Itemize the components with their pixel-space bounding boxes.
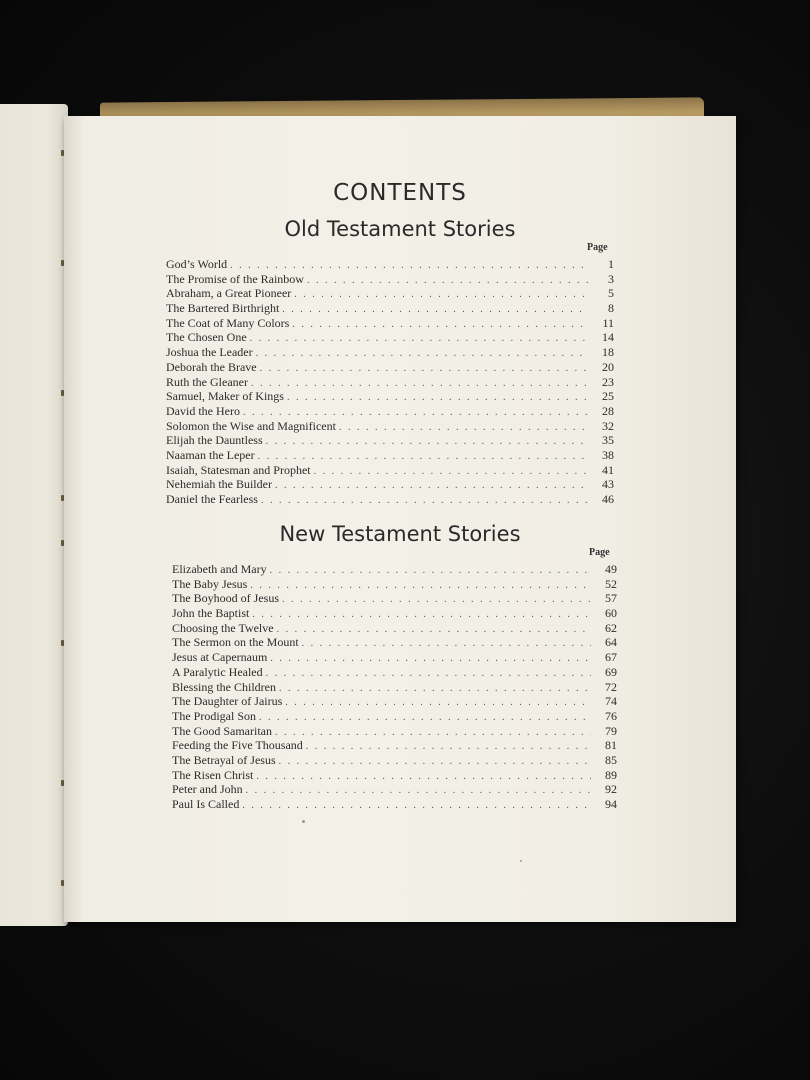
dot-leader xyxy=(261,495,588,506)
toc-entry-page: 25 xyxy=(602,389,614,404)
toc-entry xyxy=(166,404,614,419)
toc-entry-page: 8 xyxy=(608,301,614,316)
toc-entry-title: The Betrayal of Jesus xyxy=(172,752,276,767)
toc-entry xyxy=(166,375,614,390)
toc-entry xyxy=(166,330,614,345)
toc-entry xyxy=(172,635,617,650)
contents-title: CONTENTS xyxy=(333,180,467,206)
dot-leader xyxy=(260,363,588,374)
dot-leader xyxy=(282,304,588,315)
toc-entry xyxy=(172,650,617,665)
toc-entry-title: The Bartered Birthright xyxy=(166,301,280,316)
toc-entry xyxy=(172,694,617,709)
dot-leader xyxy=(243,407,588,418)
toc-entry-page: 49 xyxy=(605,562,617,576)
toc-entry-page: 62 xyxy=(605,620,617,635)
toc-entry-title: Joshua the Leader xyxy=(166,345,253,360)
paper-speck xyxy=(302,820,305,823)
new-testament-heading: New Testament Stories xyxy=(279,522,521,546)
toc-entry-page: 20 xyxy=(602,359,614,374)
old-testament-heading: Old Testament Stories xyxy=(284,217,516,241)
dot-leader xyxy=(275,727,591,738)
toc-entry-title: Isaiah, Statesman and Prophet xyxy=(166,462,311,477)
paper-speck xyxy=(520,860,522,862)
dot-leader xyxy=(259,712,591,723)
dot-leader xyxy=(277,624,591,635)
toc-entry xyxy=(172,665,617,680)
toc-entry-title: The Good Samaritan xyxy=(172,723,272,738)
toc-entry xyxy=(172,606,617,621)
toc-entry-page: 32 xyxy=(602,418,614,433)
left-page-edge xyxy=(0,104,68,926)
toc-entry-title: Paul Is Called xyxy=(172,797,240,811)
toc-entry-page: 52 xyxy=(605,576,617,591)
dot-leader xyxy=(302,638,591,649)
toc-entry-page: 5 xyxy=(608,286,614,301)
dot-leader xyxy=(339,422,588,433)
toc-entry-page: 3 xyxy=(608,271,614,286)
toc-entry-page: 69 xyxy=(605,664,617,679)
dot-leader xyxy=(258,451,588,462)
toc-entry xyxy=(172,753,617,768)
toc-entry-title: Jesus at Capernaum xyxy=(172,650,268,665)
toc-entry-page: 43 xyxy=(602,477,614,492)
toc-entry xyxy=(166,360,614,375)
dot-leader xyxy=(279,756,591,767)
dot-leader xyxy=(270,653,591,664)
toc-entry-page: 64 xyxy=(605,635,617,650)
new-testament-list xyxy=(172,562,617,812)
old-testament-list xyxy=(166,257,614,507)
dot-leader xyxy=(285,697,591,708)
toc-entry xyxy=(172,621,617,636)
toc-entry xyxy=(166,257,614,272)
toc-entry-page: 72 xyxy=(605,679,617,694)
toc-entry-page: 67 xyxy=(605,650,617,665)
toc-entry xyxy=(172,782,617,797)
toc-entry-title: The Coat of Many Colors xyxy=(166,315,290,330)
toc-entry-page: 94 xyxy=(605,797,617,811)
toc-entry xyxy=(166,477,614,492)
dot-leader xyxy=(246,785,591,796)
toc-entry-title: The Boyhood of Jesus xyxy=(172,591,279,606)
toc-entry-title: The Sermon on the Mount xyxy=(172,635,299,650)
toc-entry-title: The Chosen One xyxy=(166,330,247,345)
dot-leader xyxy=(292,319,588,330)
dot-leader xyxy=(256,348,588,359)
toc-entry-title: A Paralytic Healed xyxy=(172,664,263,679)
toc-entry-page: 57 xyxy=(605,591,617,606)
toc-entry xyxy=(172,577,617,592)
toc-entry xyxy=(172,709,617,724)
dot-leader xyxy=(242,800,591,811)
toc-entry-page: 74 xyxy=(605,694,617,709)
toc-entry-title: Choosing the Twelve xyxy=(172,620,274,635)
toc-entry-title: The Risen Christ xyxy=(172,767,254,782)
toc-entry-page: 14 xyxy=(602,330,614,345)
toc-entry-page: 38 xyxy=(602,447,614,462)
dot-leader xyxy=(279,683,591,694)
toc-entry-title: Ruth the Gleaner xyxy=(166,374,248,389)
dot-leader xyxy=(266,668,591,679)
toc-entry xyxy=(166,448,614,463)
dot-leader xyxy=(256,771,591,782)
dot-leader xyxy=(287,392,588,403)
toc-entry-title: Deborah the Brave xyxy=(166,359,257,374)
toc-entry xyxy=(172,738,617,753)
toc-entry-page: 18 xyxy=(602,345,614,360)
dot-leader xyxy=(230,260,588,271)
toc-entry-title: Elizabeth and Mary xyxy=(172,562,267,576)
toc-entry-page: 28 xyxy=(602,403,614,418)
toc-entry-title: Nehemiah the Builder xyxy=(166,477,272,492)
toc-entry xyxy=(166,286,614,301)
toc-entry-title: Elijah the Dauntless xyxy=(166,433,263,448)
toc-entry xyxy=(166,463,614,478)
toc-entry-page: 60 xyxy=(605,606,617,621)
toc-entry-page: 81 xyxy=(605,738,617,753)
toc-entry-page: 92 xyxy=(605,782,617,797)
toc-entry-title: Daniel the Fearless xyxy=(166,492,258,506)
toc-entry-page: 11 xyxy=(602,315,614,330)
toc-entry-title: John the Baptist xyxy=(172,606,250,621)
toc-entry-title: Samuel, Maker of Kings xyxy=(166,389,284,404)
toc-entry-title: Abraham, a Great Pioneer xyxy=(166,286,292,301)
dot-leader xyxy=(251,378,588,389)
toc-entry-title: The Promise of the Rainbow xyxy=(166,271,304,286)
toc-entry-page: 1 xyxy=(608,257,614,271)
toc-entry xyxy=(166,492,614,507)
toc-entry-title: Peter and John xyxy=(172,782,243,797)
toc-entry xyxy=(172,591,617,606)
toc-entry-page: 41 xyxy=(602,462,614,477)
toc-entry-page: 46 xyxy=(602,492,614,506)
toc-entry-title: David the Hero xyxy=(166,403,240,418)
toc-entry-title: The Prodigal Son xyxy=(172,708,256,723)
dot-leader xyxy=(314,466,588,477)
toc-entry-title: The Daughter of Jairus xyxy=(172,694,283,709)
toc-entry-title: Solomon the Wise and Magnificent xyxy=(166,418,336,433)
toc-entry-page: 35 xyxy=(602,433,614,448)
toc-entry xyxy=(172,724,617,739)
toc-entry xyxy=(166,272,614,287)
dot-leader xyxy=(250,333,588,344)
toc-entry xyxy=(172,797,617,812)
toc-entry xyxy=(172,768,617,783)
dot-leader xyxy=(266,436,588,447)
dot-leader xyxy=(306,741,591,752)
dot-leader xyxy=(250,580,591,591)
dot-leader xyxy=(252,609,591,620)
toc-entry-title: Feeding the Five Thousand xyxy=(172,738,303,753)
dot-leader xyxy=(307,275,588,286)
toc-entry xyxy=(172,562,617,577)
toc-entry-page: 89 xyxy=(605,767,617,782)
dot-leader xyxy=(270,565,591,576)
toc-entry xyxy=(166,419,614,434)
toc-entry xyxy=(166,389,614,404)
toc-entry xyxy=(166,345,614,360)
toc-entry-title: The Baby Jesus xyxy=(172,576,248,591)
toc-entry xyxy=(166,316,614,331)
toc-entry-title: Blessing the Children xyxy=(172,679,276,694)
dot-leader xyxy=(275,480,588,491)
toc-entry xyxy=(166,301,614,316)
dot-leader xyxy=(282,594,591,605)
dot-leader xyxy=(294,289,588,300)
toc-entry-page: 85 xyxy=(605,752,617,767)
toc-entry-page: 79 xyxy=(605,723,617,738)
toc-entry-page: 76 xyxy=(605,708,617,723)
page-column-label: Page xyxy=(587,242,608,253)
toc-entry xyxy=(166,433,614,448)
toc-entry-title: Naaman the Leper xyxy=(166,447,255,462)
toc-entry xyxy=(172,680,617,695)
page-column-label: Page xyxy=(589,547,610,558)
toc-entry-page: 23 xyxy=(602,374,614,389)
toc-entry-title: God’s World xyxy=(166,257,228,271)
